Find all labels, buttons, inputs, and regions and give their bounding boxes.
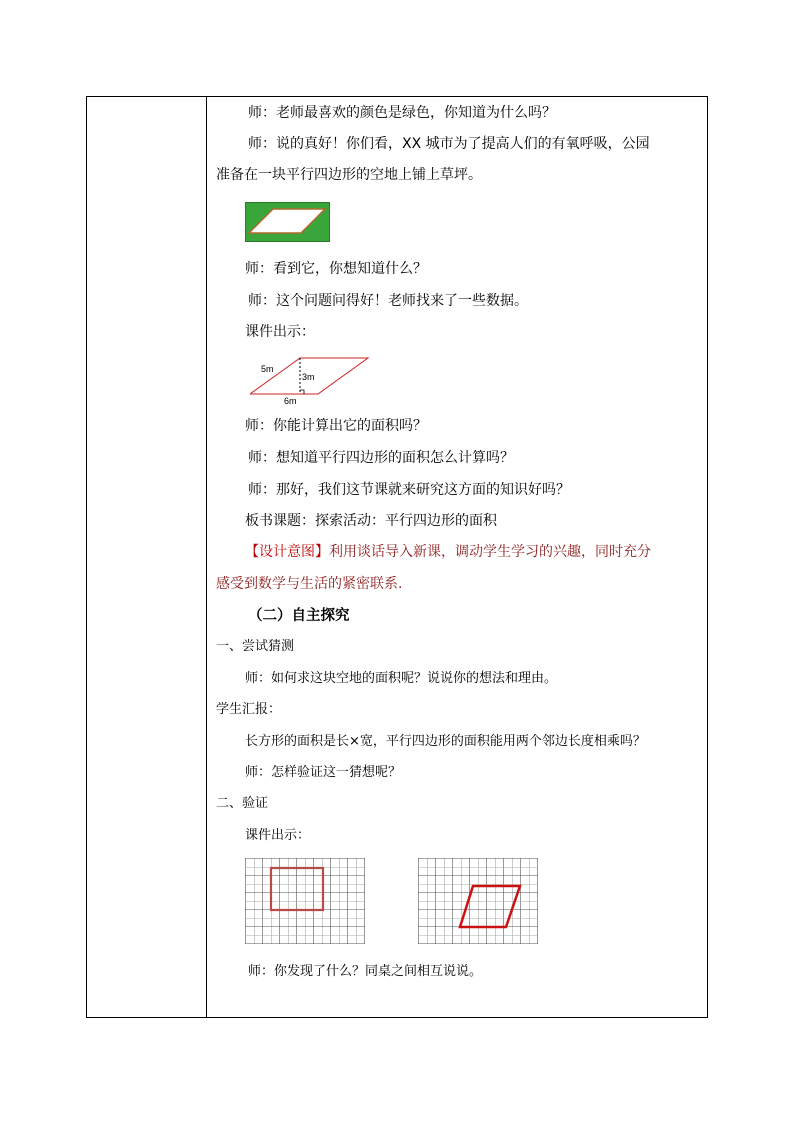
text-line: 师：怎样验证这一猜想呢？: [245, 765, 402, 780]
section-heading: （二）自主探究: [248, 608, 350, 624]
base-label: 6m: [284, 396, 297, 406]
side-label: 5m: [261, 364, 274, 374]
text-line: 师：你能计算出它的面积吗？: [245, 418, 427, 434]
text-line: 师：说的真好！你们看，XX 城市为了提高人们的有氧呼吸，公园: [248, 136, 650, 152]
text-line: 师：你发现了什么？同桌之间相互说说。: [248, 964, 483, 979]
text-line: 课件出示：: [245, 828, 311, 843]
design-intent-line: [245, 543, 651, 561]
height-label: 3m: [302, 372, 315, 382]
grid-parallelogram-figure: [418, 858, 538, 944]
column-divider: [206, 96, 207, 1018]
text-line: 师：如何求这块空地的面积呢？说说你的想法和理由。: [245, 671, 558, 686]
text-line: 长方形的面积是长×宽，平行四边形的面积能用两个邻边长度相乘吗？: [245, 734, 646, 749]
text-line: 板书课题：探索活动：平行四边形的面积: [245, 513, 497, 529]
design-intent-tag: 【设计意图】: [245, 544, 329, 560]
design-intent-line-2: 感受到数学与生活的紧密联系.: [216, 576, 403, 592]
parallelogram-dimension-figure: [250, 352, 375, 406]
design-intent-text: 利用谈话导入新课，调动学生学习的兴趣，同时充分: [329, 544, 651, 560]
parallelogram-shape: [460, 886, 520, 927]
subheading: 二、验证: [216, 796, 269, 811]
text-line: 学生汇报：: [216, 702, 282, 717]
text-line: 课件出示：: [245, 324, 315, 340]
text-line: 准备在一块平行四边形的空地上铺上草坪。: [216, 167, 482, 183]
lawn-parallelogram-picture: [245, 202, 330, 242]
text-line: 师：想知道平行四边形的面积怎么计算吗？: [248, 450, 514, 466]
text-line: 师：这个问题问得好！老师找来了一些数据。: [248, 293, 528, 309]
text-line: 师：看到它，你想知道什么？: [245, 261, 427, 277]
text-line: 师：老师最喜欢的颜色是绿色，你知道为什么吗？: [248, 105, 556, 121]
text-line: 师：那好，我们这节课就来研究这方面的知识好吗？: [248, 482, 570, 498]
grid-rectangle-figure: [245, 858, 365, 944]
rectangle-shape: [271, 868, 323, 910]
subheading: 一、尝试猜测: [216, 639, 295, 654]
